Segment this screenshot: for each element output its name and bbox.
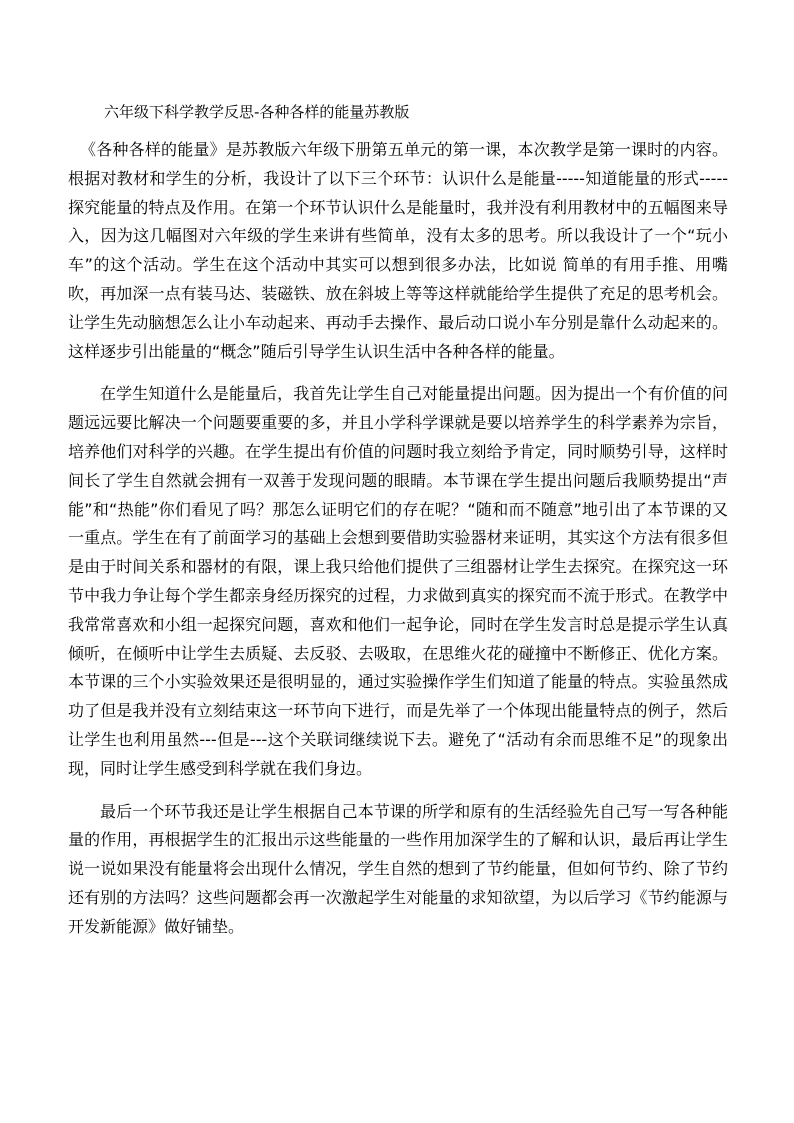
paragraph-3: 最后一个环节我还是让学生根据自己本节课的所学和原有的生活经验先自己写一写各种能量的作用，再根据学生的汇报出示这些能量的一些作用加深学生的了解和认识，最后再让学生说一说如果没有能量将会出现什么情况，学生自然的想到了节约能量，但如何节约、除了节约还有别的方法吗？这些问题都会再一次激起学生对能量的求知欲望，为以后学习《节约能源与开发新能源》做好铺垫。 — [68, 801, 728, 936]
paragraph-1: 《各种各样的能量》是苏教版六年级下册第五单元的第一课，本次教学是第一课时的内容。根据对教材和学生的分析，我设计了以下三个环节：认识什么是能量-----知道能量的形式-----探究能量的特点及作用。在第一个环节认识什么是能量时，我并没有利用教材中的五幅图来导入，因为这几幅图对六年级的学生来讲有些简单，没有太多的思考。所以我设计了一个“玩小车”的这个活动。学生在这个活动中其实可以想到很多办法，比如说 简单的有用手推、用嘴吹，再加深一点有装马达、装磁铁、放在斜坡上等等这样就能给学生提供了充足的思考机会。让学生先动脑想怎么让小车动起来、再动手去操作、最后动口说小车分别是靠什么动起来的。这样逐步引出能量的“概念”随后引导学生认识生活中各种各样的能量。 — [68, 140, 728, 361]
document-title: 六年级下科学教学反思-各种各样的能量苏教版 — [104, 103, 410, 121]
paragraph-2: 在学生知道什么是能量后，我首先让学生自己对能量提出问题。因为提出一个有价值的问题远远要比解决一个问题要重要的多，并且小学科学课就是要以培养学生的科学素养为宗旨，培养他们对科学的兴趣。在学生提出有价值的问题时我立刻给予肯定，同时顺势引导，这样时间长了学生自然就会拥有一双善于发现问题的眼睛。本节课在学生提出问题后我顺势提出“声能”和“热能”你们看见了吗？那怎么证明它们的存在呢？“随和而不随意”地引出了本节课的又一重点。学生在有了前面学习的基础上会想到要借助实验器材来证明，其实这个方法有很多但是由于时间关系和器材的有限，课上我只给他们提供了三组器材让学生去探究。在探究这一环节中我力争让每个学生都亲身经历探究的过程，力求做到真实的探究而不流于形式。在教学中我常常喜欢和小组一起探究问题，喜欢和他们一起争论，同时在学生发言时总是提示学生认真倾听，在倾听中让学生去质疑、去反驳、去吸取，在思维火花的碰撞中不断修正、优化方案。本节课的三个小实验效果还是很明显的，通过实验操作学生们知道了能量的特点。实验虽然成功了但是我并没有立刻结束这一环节向下进行，而是先举了一个体现出能量特点的例子，然后让学生也利用虽然---但是---这个关联词继续说下去。避免了“活动有余而思维不足”的现象出现，同时让学生感受到科学就在我们身边。 — [68, 384, 728, 778]
